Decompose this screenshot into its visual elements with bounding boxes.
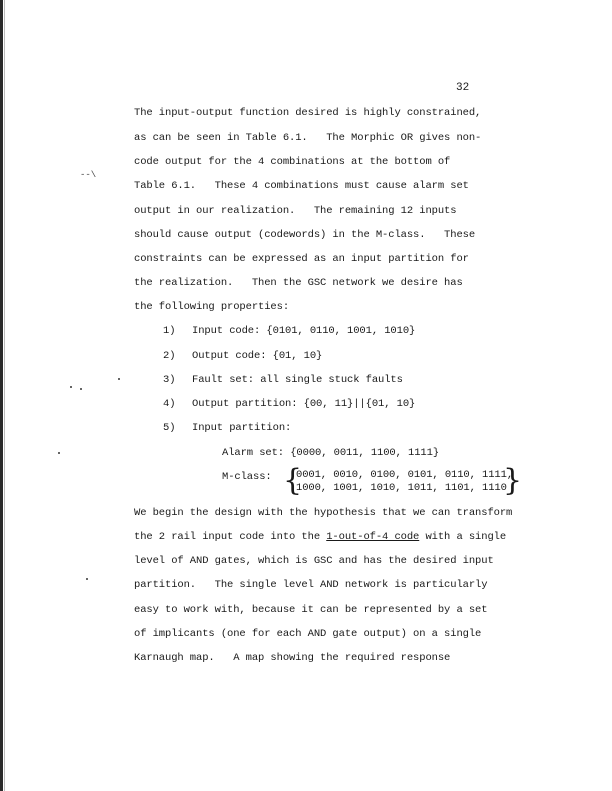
property-number: 2) — [163, 350, 176, 362]
mclass-row: 1000, 1001, 1010, 1011, 1101, 1110 — [296, 482, 507, 494]
text-line: partition. The single level AND network is particularly — [134, 579, 488, 591]
stray-dot — [118, 378, 120, 380]
stray-dot — [80, 388, 82, 390]
property-number: 5) — [163, 422, 176, 434]
text-line: We begin the design with the hypothesis that we can transform — [134, 507, 513, 519]
alarm-set: Alarm set: {0000, 0011, 1100, 1111} — [222, 447, 440, 459]
margin-mark: --\ — [80, 170, 97, 180]
text-line: easy to work with, because it can be represented by a set — [134, 604, 488, 616]
text-line: the following properties: — [134, 301, 290, 313]
property-text: Output code: {01, 10} — [192, 350, 323, 362]
stray-dot — [86, 578, 88, 580]
scan-edge-line-inner — [4, 0, 5, 791]
text-line: of implicants (one for each AND gate output) on a single — [134, 628, 482, 640]
text-line: as can be seen in Table 6.1. The Morphic OR gives non- — [134, 132, 482, 144]
text-line — [134, 531, 506, 543]
property-number: 4) — [163, 398, 176, 410]
text-line: code output for the 4 combinations at the bottom of — [134, 156, 451, 168]
property-text: Output partition: {00, 11}||{01, 10} — [192, 398, 416, 410]
text-line: The input-output function desired is highly constrained, — [134, 107, 482, 119]
scan-edge-line — [0, 0, 3, 791]
text-line: Karnaugh map. A map showing the required response — [134, 652, 451, 664]
text-line: Table 6.1. These 4 combinations must cause alarm set — [134, 180, 469, 192]
property-number: 3) — [163, 374, 176, 386]
mclass-row: 0001, 0010, 0100, 0101, 0110, 1111, — [296, 469, 514, 481]
text-line: constraints can be expressed as an input partition for — [134, 253, 469, 265]
text-line: the realization. Then the GSC network we desire has — [134, 277, 463, 289]
text-segment: the 2 rail input code into the — [134, 531, 327, 543]
mclass-label: M-class: — [222, 471, 272, 483]
text-line: should cause output (codewords) in the M-class. These — [134, 229, 476, 241]
property-text: Input code: {0101, 0110, 1001, 1010} — [192, 325, 416, 337]
text-line: output in our realization. The remaining 12 inputs — [134, 205, 457, 217]
stray-dot — [70, 386, 72, 388]
text-segment: with a single — [419, 531, 507, 543]
page-number: 32 — [456, 82, 470, 94]
left-brace: { — [283, 463, 303, 498]
property-text: Fault set: all single stuck faults — [192, 374, 403, 386]
stray-dot — [58, 452, 60, 454]
property-text: Input partition: — [192, 422, 292, 434]
underlined-term: 1-out-of-4 code — [326, 531, 420, 543]
right-brace: } — [503, 463, 523, 498]
text-line: level of AND gates, which is GSC and has the desired input — [134, 555, 494, 567]
property-number: 1) — [163, 325, 176, 337]
